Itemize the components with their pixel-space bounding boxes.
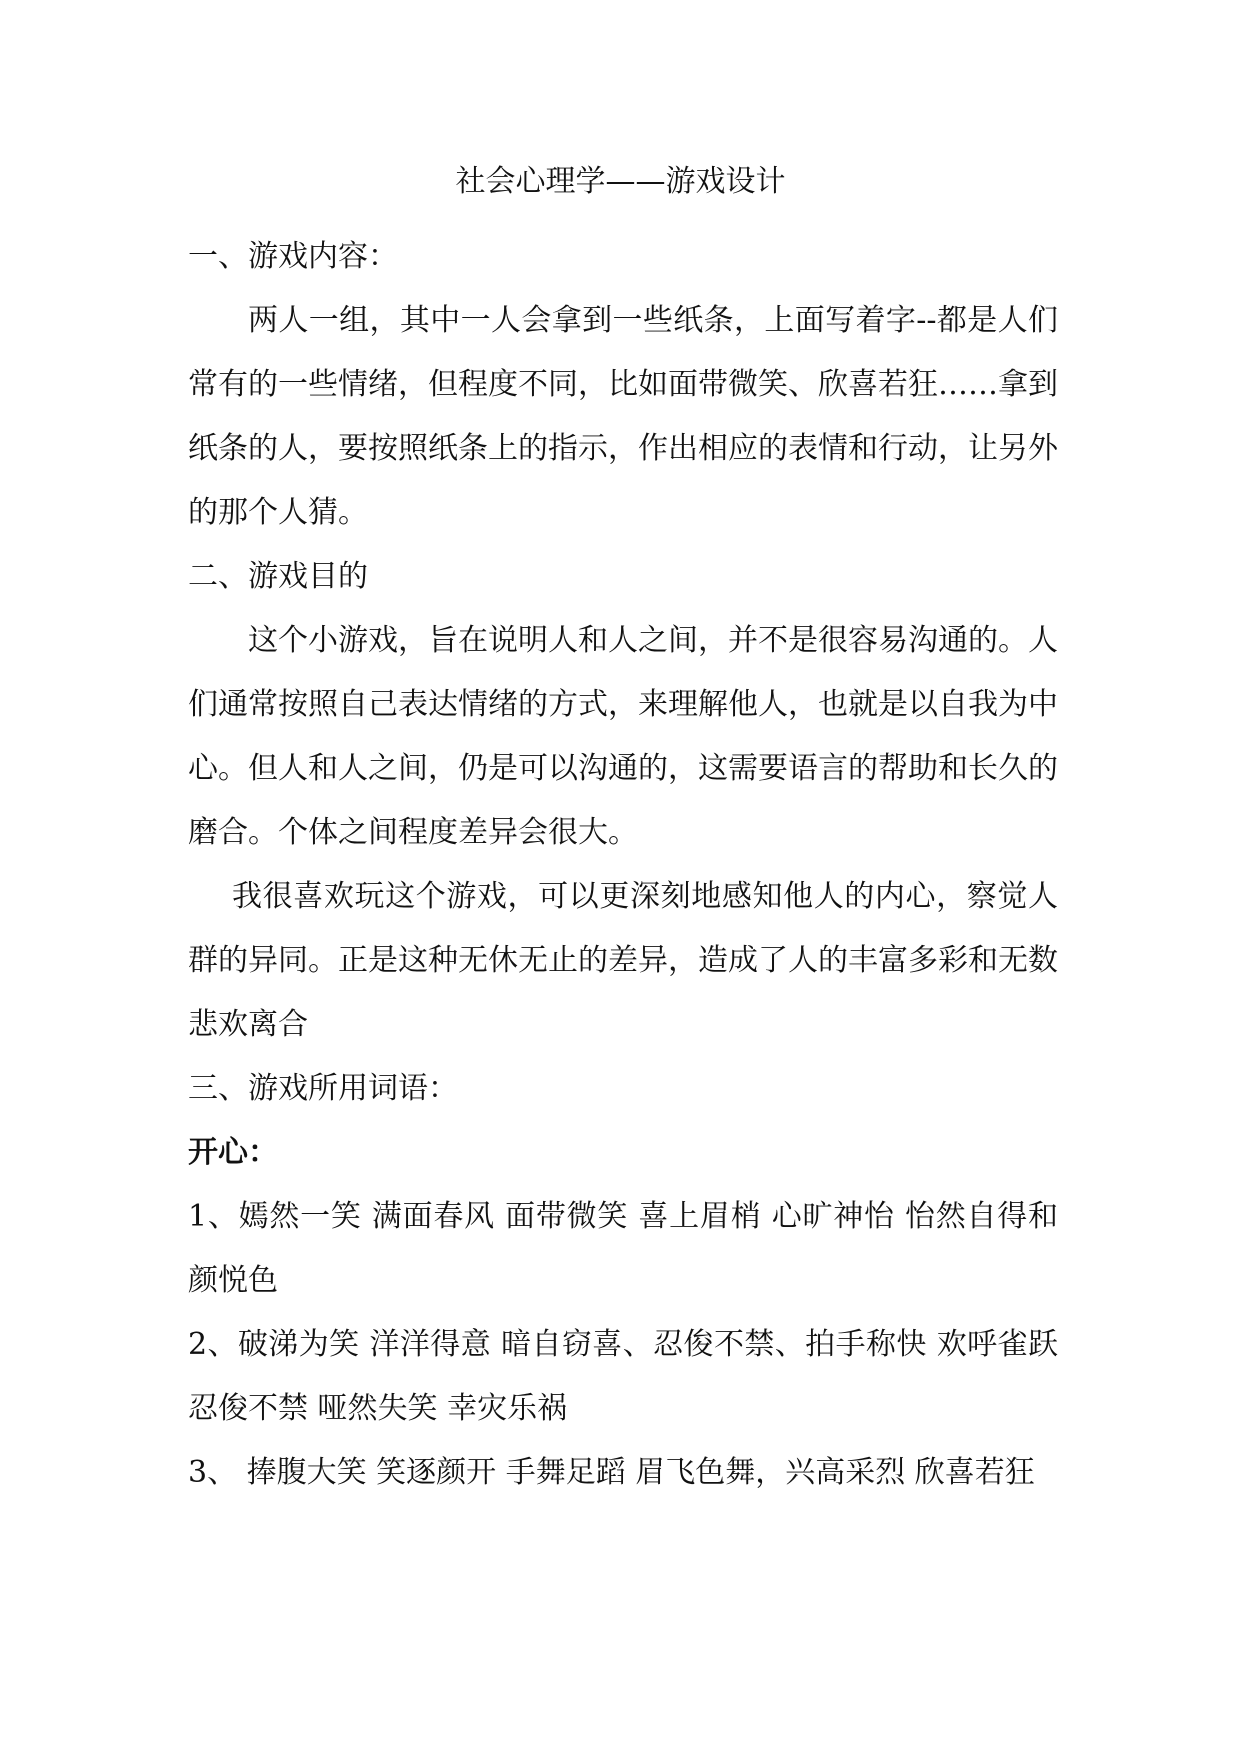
word-list-item-2: 2、破涕为笑 洋洋得意 暗自窃喜、忍俊不禁、拍手称快 欢呼雀跃 忍俊不禁 哑然失笑 幸灾乐祸: [188, 1327, 1058, 1426]
section-1-paragraph: 两人一组，其中一人会拿到一些纸条，上面写着字--都是人们常有的一些情绪，但程度不同，比如面带微笑、欣喜若狂……拿到纸条的人，要按照纸条上的指示，作出相应的表情和行动，让另外的那个人猜。: [188, 303, 1058, 530]
word-list-item-3: 3、 捧腹大笑 笑逐颜开 手舞足蹈 眉飞色舞，兴高采烈 欣喜若狂: [188, 1455, 1035, 1490]
section-3-heading: 三、游戏所用词语：: [188, 1071, 458, 1106]
page-title: 社会心理学——游戏设计: [455, 164, 786, 199]
section-1-heading: 一、游戏内容：: [188, 239, 398, 274]
section-2-heading: 二、游戏目的: [188, 559, 368, 594]
word-list-item-1: 1、嫣然一笑 满面春风 面带微笑 喜上眉梢 心旷神怡 怡然自得和颜悦色: [188, 1199, 1058, 1298]
section-2-paragraph-1: 这个小游戏，旨在说明人和人之间，并不是很容易沟通的。人们通常按照自己表达情绪的方式，来理解他人，也就是以自我为中心。但人和人之间，仍是可以沟通的，这需要语言的帮助和长久的磨合。个体之间程度差异会很大。: [188, 623, 1058, 850]
section-2-paragraph-2: 我很喜欢玩这个游戏，可以更深刻地感知他人的内心，察觉人群的异同。正是这种无休无止的差异，造成了人的丰富多彩和无数悲欢离合: [188, 879, 1058, 1042]
category-happy-label: 开心：: [188, 1135, 278, 1170]
document-body: [188, 225, 1058, 1505]
